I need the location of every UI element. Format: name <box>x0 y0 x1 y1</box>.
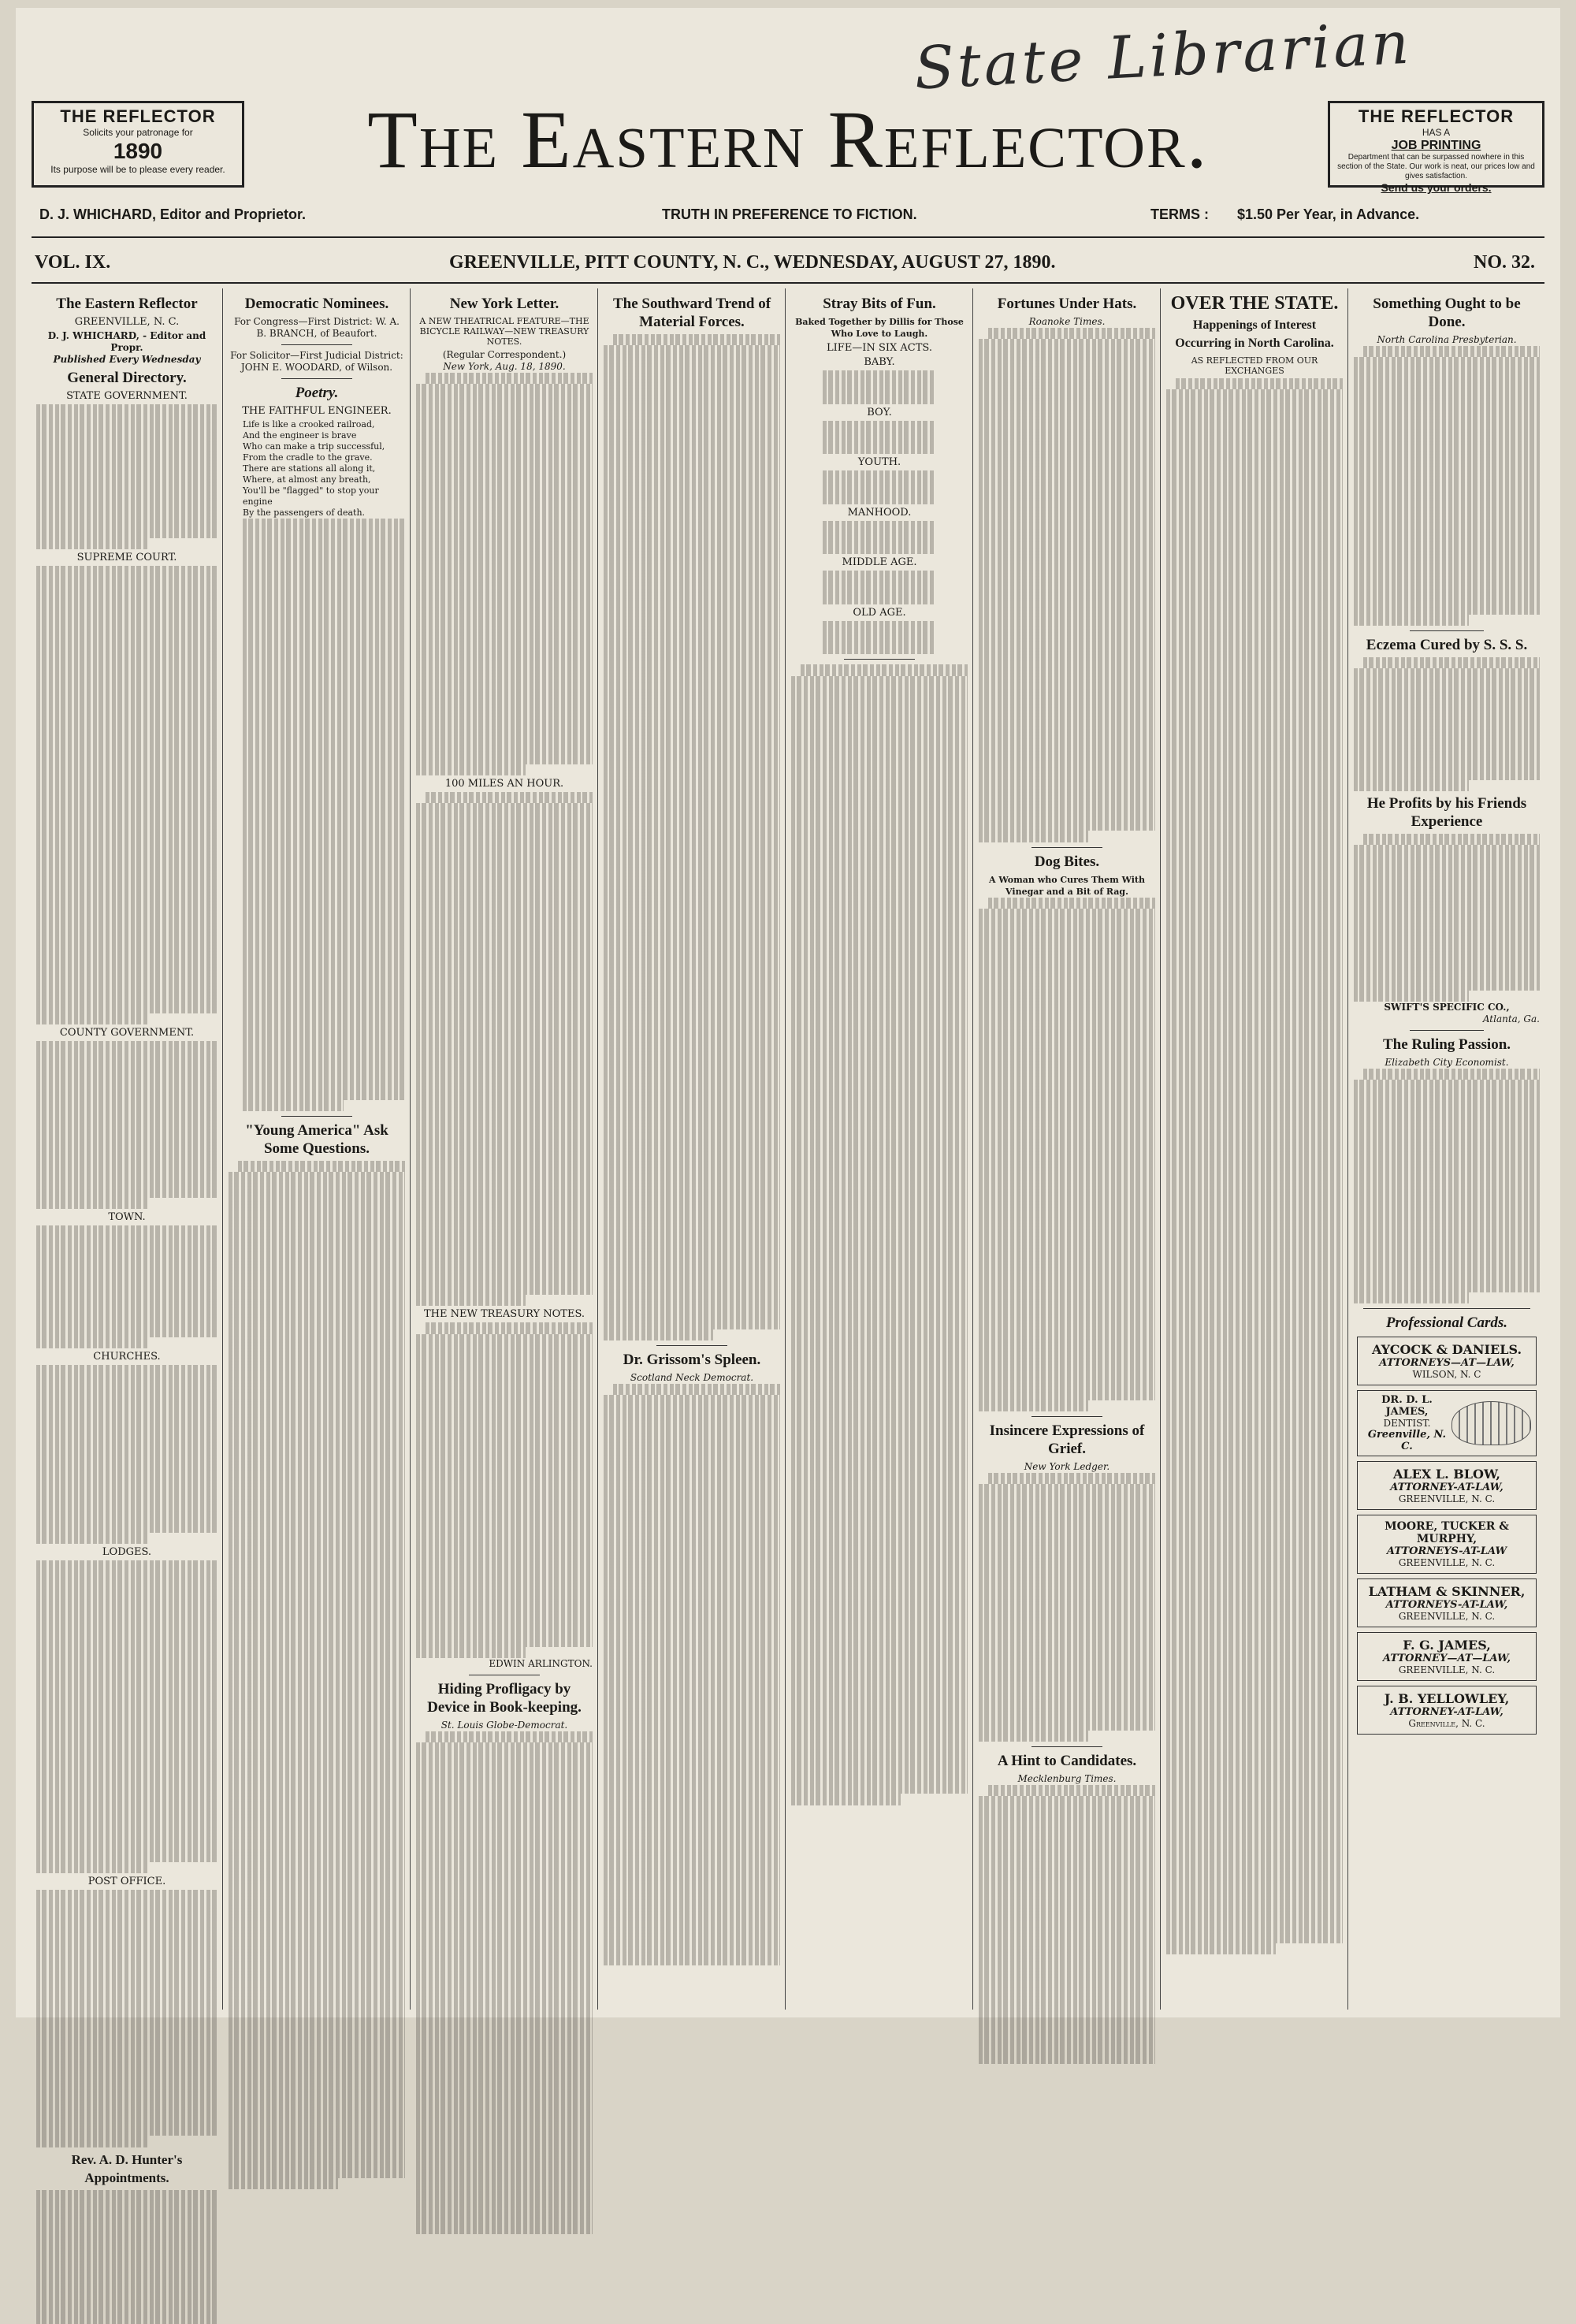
poem-line: Where, at almost any breath, <box>243 474 371 485</box>
life-heading: LIFE—IN SIX ACTS. <box>827 342 932 354</box>
divider <box>1410 1030 1484 1031</box>
act-heading: BOY. <box>867 406 892 418</box>
divider <box>1363 1308 1530 1309</box>
state-gov-heading: STATE GOVERNMENT. <box>66 390 188 402</box>
directory-text <box>36 1365 217 1544</box>
card-aycock-daniels <box>1357 1337 1537 1385</box>
churches-heading: CHURCHES. <box>93 1351 161 1363</box>
article-text <box>229 1161 405 2189</box>
masthead-title: The Eastern Reflector. <box>367 95 1209 185</box>
article-text <box>979 328 1155 842</box>
column-separator <box>222 288 223 2010</box>
article-text <box>791 664 968 1805</box>
verse-text <box>791 521 968 555</box>
town-heading: TOWN. <box>108 1210 146 1223</box>
over-state-subhead: Happenings of Interest Occurring in North Carolina. <box>1175 318 1334 350</box>
article-text <box>416 1731 593 2234</box>
verse-text <box>791 470 968 504</box>
paper-place: GREENVILLE, N. C. <box>74 316 180 328</box>
stray-bits-subhead: Baked Together by Dillis for Those Who Love to Laugh. <box>795 317 964 339</box>
verse-text <box>791 421 968 455</box>
card-f-g-james <box>1357 1632 1537 1681</box>
column-over-the-state <box>1162 292 1347 2010</box>
directory-text <box>36 2190 217 2324</box>
article-text <box>1166 378 1343 1954</box>
lodges-heading: LODGES. <box>102 1546 152 1558</box>
column-fortunes <box>974 292 1160 2010</box>
firm-name: DR. D. L. JAMES, <box>1381 1393 1433 1418</box>
article-text <box>604 1384 780 1965</box>
firm-town: WILSON, N. C <box>1412 1368 1481 1380</box>
newspaper-page <box>16 8 1560 2185</box>
column-separator <box>972 288 973 2010</box>
firm-town: GREENVILLE, N. C. <box>1398 1556 1496 1568</box>
motto-line: TRUTH IN PREFERENCE TO FICTION. <box>662 206 917 222</box>
firm-role: ATTORNEYS—AT—LAW, <box>1379 1356 1515 1369</box>
divider <box>656 1345 727 1346</box>
poem-line: Who can make a trip successful, <box>243 441 385 452</box>
article-text <box>1354 346 1540 626</box>
terms-label: TERMS : <box>1150 206 1209 222</box>
column-nominees <box>224 292 410 2010</box>
poem-line: You'll be "flagged" to stop your engine <box>243 485 379 507</box>
miles-subhead: 100 MILES AN HOUR. <box>444 777 564 790</box>
firm-name: ALEX L. BLOW, <box>1393 1466 1500 1482</box>
hiding-heading: Hiding Profligacy by Device in Book-keeping. <box>427 1681 582 1716</box>
right-ear-title: THE REFLECTOR <box>1358 106 1515 126</box>
article-text <box>1354 834 1540 1002</box>
divider <box>281 1116 352 1117</box>
handwritten-signature: State Librarian <box>913 9 1414 103</box>
article-text <box>416 1322 593 1658</box>
firm-role: ATTORNEY-AT-LAW, <box>1390 1705 1504 1718</box>
ruling-source: Elizabeth City Economist. <box>1385 1056 1509 1068</box>
card-blow <box>1357 1461 1537 1510</box>
divider <box>844 659 915 660</box>
grief-heading: Insincere Expressions of Grief. <box>989 1422 1145 1458</box>
column-separator <box>1347 288 1348 2010</box>
left-ear-box <box>32 101 244 188</box>
stray-bits-heading: Stray Bits of Fun. <box>823 296 936 312</box>
article-text <box>979 898 1155 1412</box>
supreme-court-heading: SUPREME COURT. <box>76 552 177 564</box>
ny-letter-dateline: New York, Aug. 18, 1890. <box>443 361 566 372</box>
column-southward-trend <box>599 292 785 2010</box>
terms-value: $1.50 Per Year, in Advance. <box>1237 206 1420 222</box>
poem-line: Life is like a crooked railroad, <box>243 419 375 429</box>
card-moore-tucker-murphy <box>1357 1515 1537 1574</box>
top-rule <box>32 236 1544 238</box>
volume-number: VOL. IX. <box>35 252 111 273</box>
directory-text <box>36 1890 217 2147</box>
firm-town: Greenville, N. C. <box>1367 1428 1447 1452</box>
article-text <box>1354 1069 1540 1303</box>
directory-text <box>36 1041 217 1209</box>
fortunes-heading: Fortunes Under Hats. <box>997 296 1137 312</box>
ny-letter-corr: (Regular Correspondent.) <box>442 349 567 360</box>
firm-town: GREENVILLE, N. C. <box>1398 1610 1496 1622</box>
divider <box>1031 1746 1102 1747</box>
published-line: Published Every Wednesday <box>53 354 201 365</box>
act-heading: MIDDLE AGE. <box>842 556 917 569</box>
left-ear-year: 1890 <box>113 139 163 163</box>
firm-role: DENTIST. <box>1383 1417 1431 1429</box>
column-directory <box>32 292 222 2185</box>
something-source: North Carolina Presbyterian. <box>1377 334 1517 345</box>
over-state-reflected: AS REFLECTED FROM OUR EXCHANGES <box>1191 355 1318 376</box>
swift-location: Atlanta, Ga. <box>1482 1013 1540 1024</box>
solicitor-nominee: For Solicitor—First Judicial District: JOHN E. WOODARD, of Wilson. <box>230 350 403 373</box>
firm-name: J. B. YELLOWLEY, <box>1384 1690 1510 1706</box>
right-ear-body: Department that can be surpassed nowhere in this section of the State. Our work is neat, our prices low and gives satisfaction. <box>1337 153 1535 180</box>
appointments-heading: Rev. A. D. Hunter's Appointments. <box>71 2151 183 2185</box>
denture-icon <box>1451 1401 1531 1445</box>
column-new-york-letter <box>411 292 597 2010</box>
poem-line: There are stations all along it, <box>243 463 376 474</box>
hint-source: Mecklenburg Times. <box>1017 1772 1117 1784</box>
fortunes-source: Roanoke Times. <box>1028 316 1106 327</box>
dog-bites-subhead: A Woman who Cures Them With Vinegar and a Bit of Rag. <box>988 874 1146 897</box>
left-ear-line2: Its purpose will be to please every reader. <box>50 164 225 175</box>
article-text <box>416 792 593 1307</box>
notes-subhead: THE NEW TREASURY NOTES. <box>423 1308 585 1321</box>
post-office-heading: POST OFFICE. <box>87 1876 166 1888</box>
firm-name: LATHAM & SKINNER, <box>1368 1583 1526 1599</box>
cards-heading: Professional Cards. <box>1385 1314 1508 1331</box>
divider <box>281 344 352 345</box>
article-text <box>604 334 780 1340</box>
something-heading: Something Ought to be Done. <box>1373 296 1521 330</box>
column-separator <box>410 288 411 2010</box>
poem-line: By the passengers of death. <box>243 508 366 518</box>
act-heading: BABY. <box>864 356 895 368</box>
card-dentist <box>1357 1390 1537 1456</box>
date-rule <box>32 282 1544 284</box>
southward-heading: The Southward Trend of Material Forces. <box>612 296 771 330</box>
article-text <box>979 1473 1155 1742</box>
right-ear-cta: Send us your orders. <box>1381 181 1492 194</box>
divider <box>1410 630 1484 631</box>
dog-bites-heading: Dog Bites. <box>1034 853 1100 870</box>
hiding-source: St. Louis Globe-Democrat. <box>440 1720 568 1731</box>
poem-title: THE FAITHFUL ENGINEER. <box>242 405 392 417</box>
ny-letter-heading: New York Letter. <box>449 296 559 312</box>
divider <box>1031 1416 1102 1417</box>
hint-heading: A Hint to Candidates. <box>997 1752 1137 1769</box>
paper-title: The Eastern Reflector <box>56 296 198 312</box>
firm-role: ATTORNEY-AT-LAW, <box>1390 1481 1504 1493</box>
firm-role: ATTORNEY—AT—LAW, <box>1382 1652 1511 1664</box>
poem-stanza <box>229 419 405 519</box>
article-text <box>979 1785 1155 2065</box>
left-ear-line1: Solicits your patronage for <box>83 127 193 138</box>
firm-town: GREENVILLE, N. C. <box>1398 1664 1496 1675</box>
swift-company: SWIFT'S SPECIFIC CO., <box>1384 1001 1510 1013</box>
poem-text <box>229 519 405 1111</box>
directory-text <box>36 1560 217 1873</box>
verse-text <box>791 571 968 604</box>
grissom-source: Scotland Neck Democrat. <box>630 1371 754 1383</box>
poem-line: From the cradle to the grave. <box>243 452 373 463</box>
ny-letter-signoff: EDWIN ARLINGTON. <box>489 1658 593 1669</box>
firm-role: ATTORNEYS-AT-LAW, <box>1385 1598 1508 1611</box>
act-heading: OLD AGE. <box>853 606 906 619</box>
directory-text <box>36 404 217 549</box>
poetry-heading: Poetry. <box>295 385 339 401</box>
divider <box>1031 847 1102 848</box>
firm-name: MOORE, TUCKER & MURPHY, <box>1385 1519 1509 1545</box>
editor-line: D. J. WHICHARD, Editor and Proprietor. <box>39 206 307 222</box>
firm-town: Greenville, N. C. <box>1408 1717 1485 1729</box>
right-ear-dept: JOB PRINTING <box>1391 139 1481 152</box>
dateline: GREENVILLE, PITT COUNTY, N. C., WEDNESDAY, AUGUST 27, 1890. <box>449 252 1056 273</box>
act-heading: YOUTH. <box>857 456 901 469</box>
firm-town: GREENVILLE, N. C. <box>1398 1493 1496 1504</box>
paper-editor: D. J. WHICHARD, - Editor and Propr. <box>47 330 206 353</box>
firm-name: AYCOCK & DANIELS. <box>1371 1341 1522 1357</box>
left-ear-title: THE REFLECTOR <box>60 106 216 126</box>
column-separator <box>785 288 786 2010</box>
right-ear-has-a: HAS A <box>1422 127 1451 138</box>
firm-role: ATTORNEYS-AT-LAW <box>1386 1545 1507 1557</box>
directory-heading: General Directory. <box>67 370 187 386</box>
article-text <box>416 373 593 775</box>
profits-heading: He Profits by his Friends Experience <box>1366 794 1527 830</box>
county-gov-heading: COUNTY GOVERNMENT. <box>59 1027 195 1039</box>
column-separator <box>597 288 598 2010</box>
ny-letter-subhead: A NEW THEATRICAL FEATURE—THE BICYCLE RAILWAY—NEW TREASURY NOTES. <box>419 316 589 347</box>
eczema-heading: Eczema Cured by S. S. S. <box>1366 636 1528 653</box>
issue-number: NO. 32. <box>1474 252 1535 273</box>
congress-nominee: For Congress—First District: W. A. B. BRANCH, of Beaufort. <box>234 316 400 339</box>
card-yellowley <box>1357 1686 1537 1735</box>
act-heading: MANHOOD. <box>847 506 912 519</box>
young-america-heading: "Young America" Ask Some Questions. <box>245 1121 388 1157</box>
ruling-heading: The Ruling Passion. <box>1382 1036 1511 1053</box>
column-separator <box>1160 288 1161 2010</box>
directory-text <box>36 566 217 1024</box>
grissom-heading: Dr. Grissom's Spleen. <box>623 1351 761 1368</box>
over-state-heading: OVER THE STATE. <box>1170 293 1339 314</box>
directory-text <box>36 1225 217 1348</box>
firm-name: F. G. JAMES, <box>1403 1637 1491 1653</box>
divider <box>281 378 352 379</box>
nominees-heading: Democratic Nominees. <box>244 296 389 312</box>
verse-text <box>791 370 968 404</box>
article-text <box>1354 657 1540 791</box>
card-latham-skinner <box>1357 1578 1537 1627</box>
poem-line: And the engineer is brave <box>243 430 357 441</box>
grief-source: New York Ledger. <box>1024 1461 1110 1473</box>
right-ear-box <box>1328 101 1544 194</box>
column-stray-bits <box>786 292 972 2010</box>
verse-text <box>791 621 968 655</box>
column-cards <box>1349 292 1544 2010</box>
